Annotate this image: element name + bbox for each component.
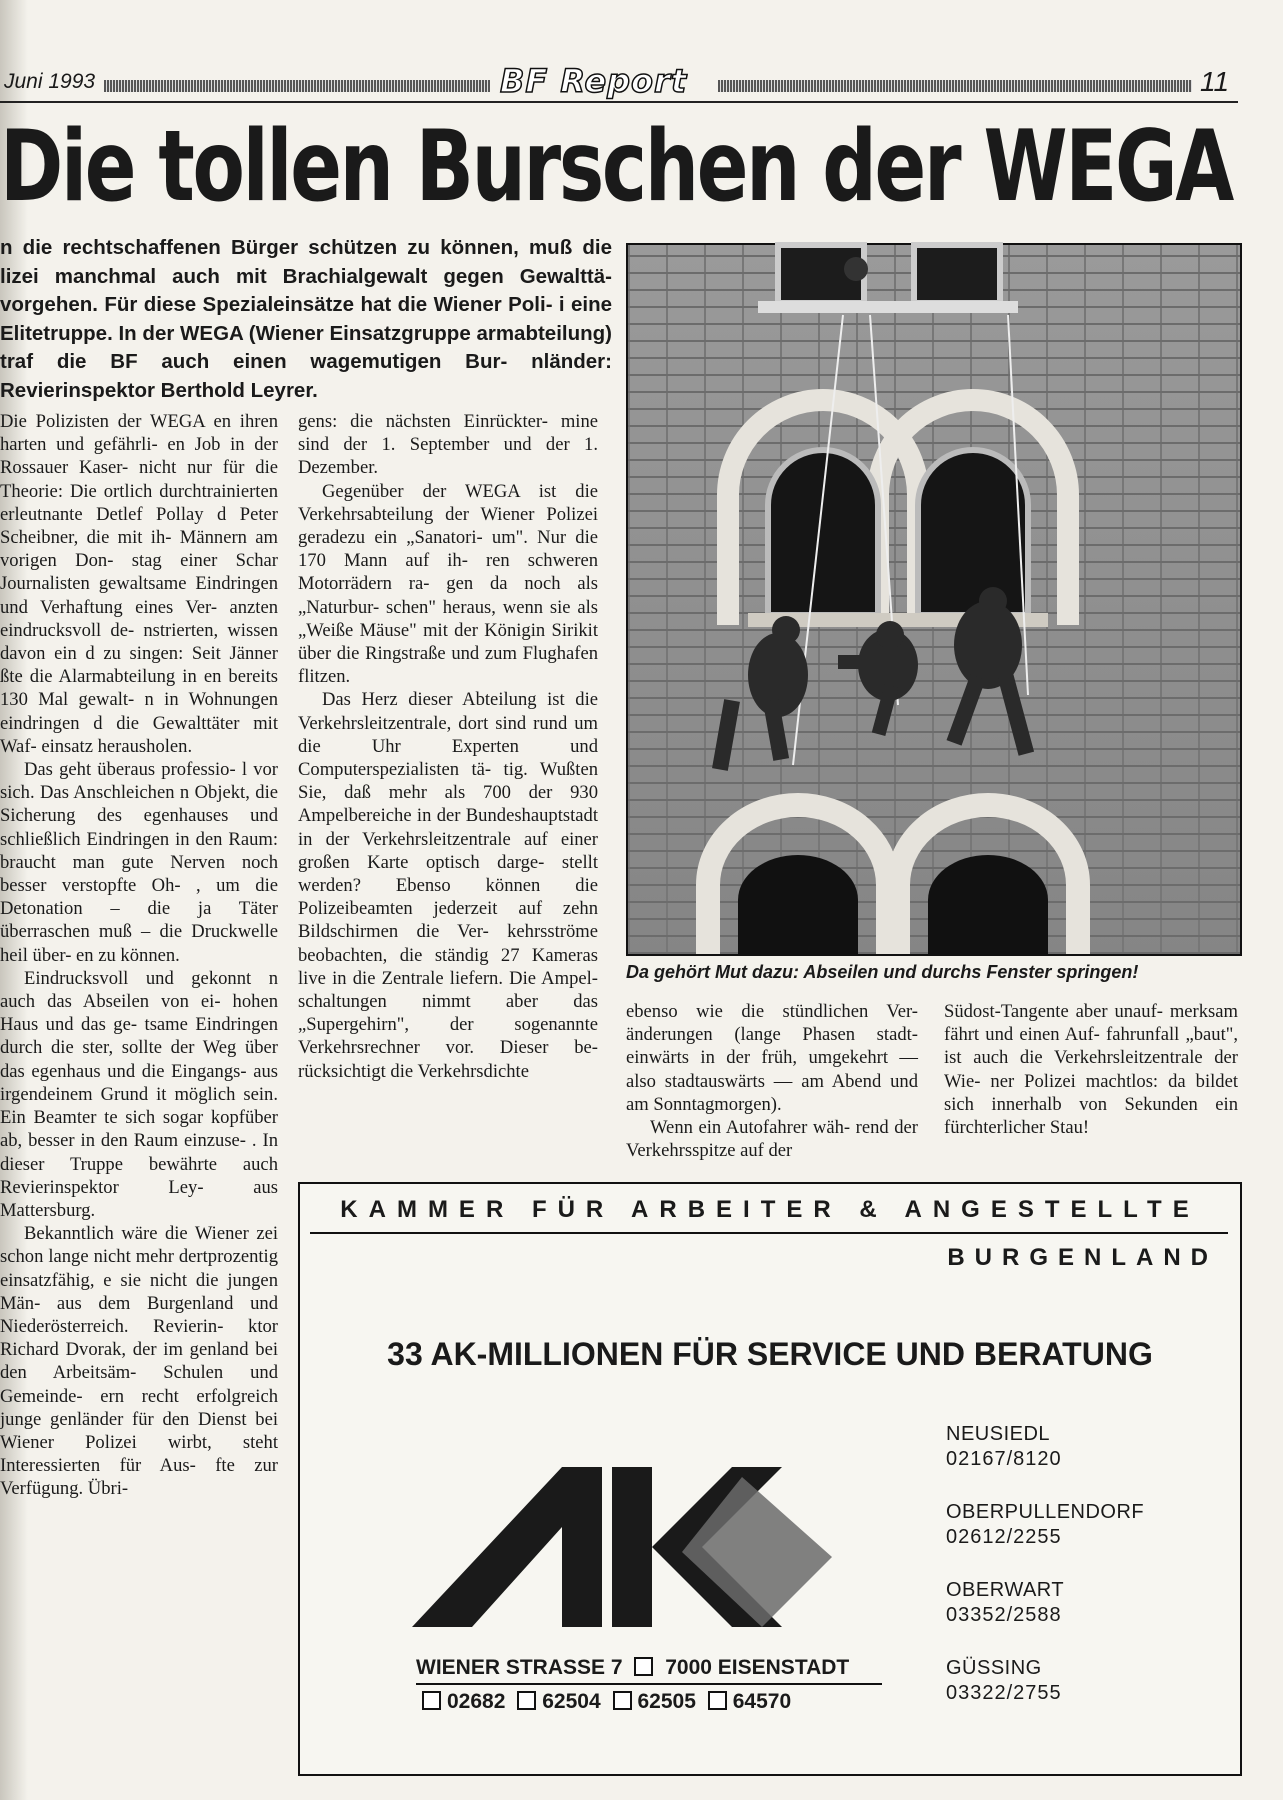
article-headline: Die tollen Burschen der WEGA <box>0 110 1232 224</box>
ad-branch-list <box>946 1422 1216 1734</box>
phone-box-icon <box>613 1691 632 1710</box>
phone-box-icon <box>517 1691 536 1710</box>
magazine-logo: BF Report <box>500 62 688 100</box>
branch-item <box>946 1578 1216 1628</box>
ad-city: 7000 EISENSTADT <box>665 1656 850 1679</box>
paragraph: Wenn ein Autofahrer wäh- rend der Verkehrsspitze auf der <box>626 1117 918 1162</box>
rappelling-photo <box>626 243 1242 956</box>
article-column-3 <box>626 1000 918 1160</box>
paragraph: Das geht überaus professio- l vor sich. Das Anschleichen n Objekt, die Sicherung des egenhauses und schließlich Eindringen in den Raum: braucht man gute Nerven noch besser verstopfte Oh- , um die Detonation – die ja Täter überraschen muß – die Druckwelle heil über- en zu können. <box>0 759 278 966</box>
ad-divider <box>310 1232 1228 1234</box>
paragraph: Die Polizisten der WEGA en ihren harten und gefährli- en Job in der Rossauer Kaser- nicht nur für die Theorie: Die ortlich durchtrainierten erleutnante Detlef Pollay d Peter Scheibner, die mit ih- Männern am vorigen Don- stag einer Schar Journalisten gewaltsame Eindringen und Verhaftung eines Ver- anzten eindrucksvoll de- nstrierten, wissen davon ein d zu singen: Seit Jänner ßte die Alarmabteilung in en bereits 130 Mal gewalt- n in Wohnungen eindringen d die Gewalttäter mit Waf- einsatz herausholen. <box>0 411 278 757</box>
branch-phone: 02612/2255 <box>946 1526 1062 1548</box>
ad-street: WIENER STRASSE 7 <box>416 1656 623 1679</box>
branch-phone: 03322/2755 <box>946 1682 1062 1704</box>
header-bar-right <box>718 80 1192 92</box>
phone-box-icon <box>634 1657 653 1676</box>
phone-number: 62505 <box>637 1690 696 1713</box>
photo-illustration <box>628 245 1240 954</box>
branch-name: OBERPULLENDORF <box>946 1501 1145 1523</box>
ad-title-line2: BURGENLAND <box>947 1244 1218 1271</box>
branch-name: NEUSIEDL <box>946 1423 1051 1445</box>
branch-phone: 02167/8120 <box>946 1448 1062 1470</box>
ad-headline: 33 AK-MILLIONEN FÜR SERVICE UND BERATUNG <box>387 1336 1153 1372</box>
branch-item <box>946 1500 1216 1550</box>
header-bar-left <box>104 80 490 92</box>
phone-number: 62504 <box>542 1690 601 1713</box>
ad-phone-numbers <box>416 1690 882 1714</box>
ad-title-line1: KAMMER FÜR ARBEITER & ANGESTELLTE <box>340 1196 1200 1223</box>
paragraph: Gegenüber der WEGA ist die Verkehrsabteilung der Wiener Polizei geradezu ein „Sanatori- um". Nur die 170 Mann auf ih- ren schweren Motorrädern ra- gen da noch als „Naturbur- schen" heraus, wenn sie als „Weiße Mäuse" mit der Königin Sirikit über die Ringstraße und zum Flughafen flitzen. <box>298 480 598 688</box>
paragraph: Eindrucksvoll und gekonnt n auch das Abseilen von ei- hohen Haus und das ge- tsame Eindringen durch die ster, sollte der Weg über das egenhaus und die Eingangs- aus irgendeinem Grund it möglich sein. Ein Beamter te sich sogar kopfüber ab, besser in den Raum einzuse- . In dieser Truppe bewährte auch Revierinspektor Ley- aus Mattersburg. <box>0 967 278 1221</box>
photo-caption: Da gehört Mut dazu: Abseilen und durchs Fenster springen! <box>626 962 1139 982</box>
paragraph: Das Herz dieser Abteilung ist die Verkehrsleitzentrale, dort sind rund um die Uhr Experten und Computerspezialisten tä- tig. Wußten Sie, daß mehr als 700 der 930 Ampelbereiche in der Bundeshauptstadt in der Verkehrsleitzentrale auf einer großen Karte optisch darge- stellt werden? Ebenso können die Polizeibeamten jederzeit auf zehn Bildschirmen die Ver- kehrsströme beobachten, die ständig 27 Kameras live in die Zentrale liefern. Die Ampel- schaltungen nimmt aber das „Supergehirn", der sogenannte Verkehrsrechner vor. Dieser be- rücksichtigt die Verkehrsdichte <box>298 689 598 1082</box>
article-intro: n die rechtschaffenen Bürger schützen zu können, muß die lizei manchmal auch mit Brachialgewalt gegen Gewalttä- vorgehen. Für diese Spezialeinsätze hat die Wiener Poli- i eine Elitetruppe. In der WEGA (Wiener Einsatzgruppe armabteilung) traf die BF auch einen wagemutigen Bur- nländer: Revierinspektor Berthold Leyrer. <box>0 236 612 402</box>
page-header <box>0 62 1238 104</box>
article-column-2 <box>298 410 598 1160</box>
paragraph: ebenso wie die stündlichen Ver- änderungen (lange Phasen stadt- einwärts in der früh, umgekehrt — also stadtauswärts — am Abend und am Sonntagmorgen). <box>626 1001 918 1115</box>
page-number: 11 <box>1200 66 1230 97</box>
phone-number: 02682 <box>447 1690 506 1713</box>
branch-name: GÜSSING <box>946 1657 1042 1679</box>
ak-logo-icon <box>412 1467 852 1637</box>
branch-item <box>946 1422 1216 1472</box>
phone-box-icon <box>708 1691 727 1710</box>
phone-box-icon <box>422 1691 441 1710</box>
phone-number: 64570 <box>732 1690 792 1713</box>
article-column-1 <box>0 410 278 1780</box>
branch-item <box>946 1656 1216 1706</box>
paragraph: Südost-Tangente aber unauf- merksam fährt und einen Auf- fahrunfall „baut", ist auch die Verkehrsleitzentrale der Wie- ner Polizei machtlos: da bildet sich innerhalb von Sekunden ein fürchterlicher Stau! <box>944 1001 1238 1139</box>
ad-address <box>416 1656 882 1685</box>
article-column-4 <box>944 1000 1238 1160</box>
ak-advertisement <box>298 1182 1242 1776</box>
branch-name: OBERWART <box>946 1579 1065 1601</box>
paragraph: gens: die nächsten Einrückter- mine sind der 1. September und der 1. Dezember. <box>298 411 598 479</box>
header-rule <box>0 101 1238 103</box>
paragraph: Bekanntlich wäre die Wiener zei schon lange nicht mehr dertprozentig einsatzfähig, e sie nicht die jungen Män- aus dem Burgenland und Niederösterreich. Revierin- ktor Richard Dvorak, der im genland bei den Arbeitsäm- Schulen und Gemeinde- ern recht erfolgreich junge genländer für den Dienst bei Wiener Polizei wirbt, steht Interessierten für Aus- fte zur Verfügung. Übri- <box>0 1223 278 1500</box>
issue-date: Juni 1993 <box>4 70 96 93</box>
branch-phone: 03352/2588 <box>946 1604 1062 1626</box>
